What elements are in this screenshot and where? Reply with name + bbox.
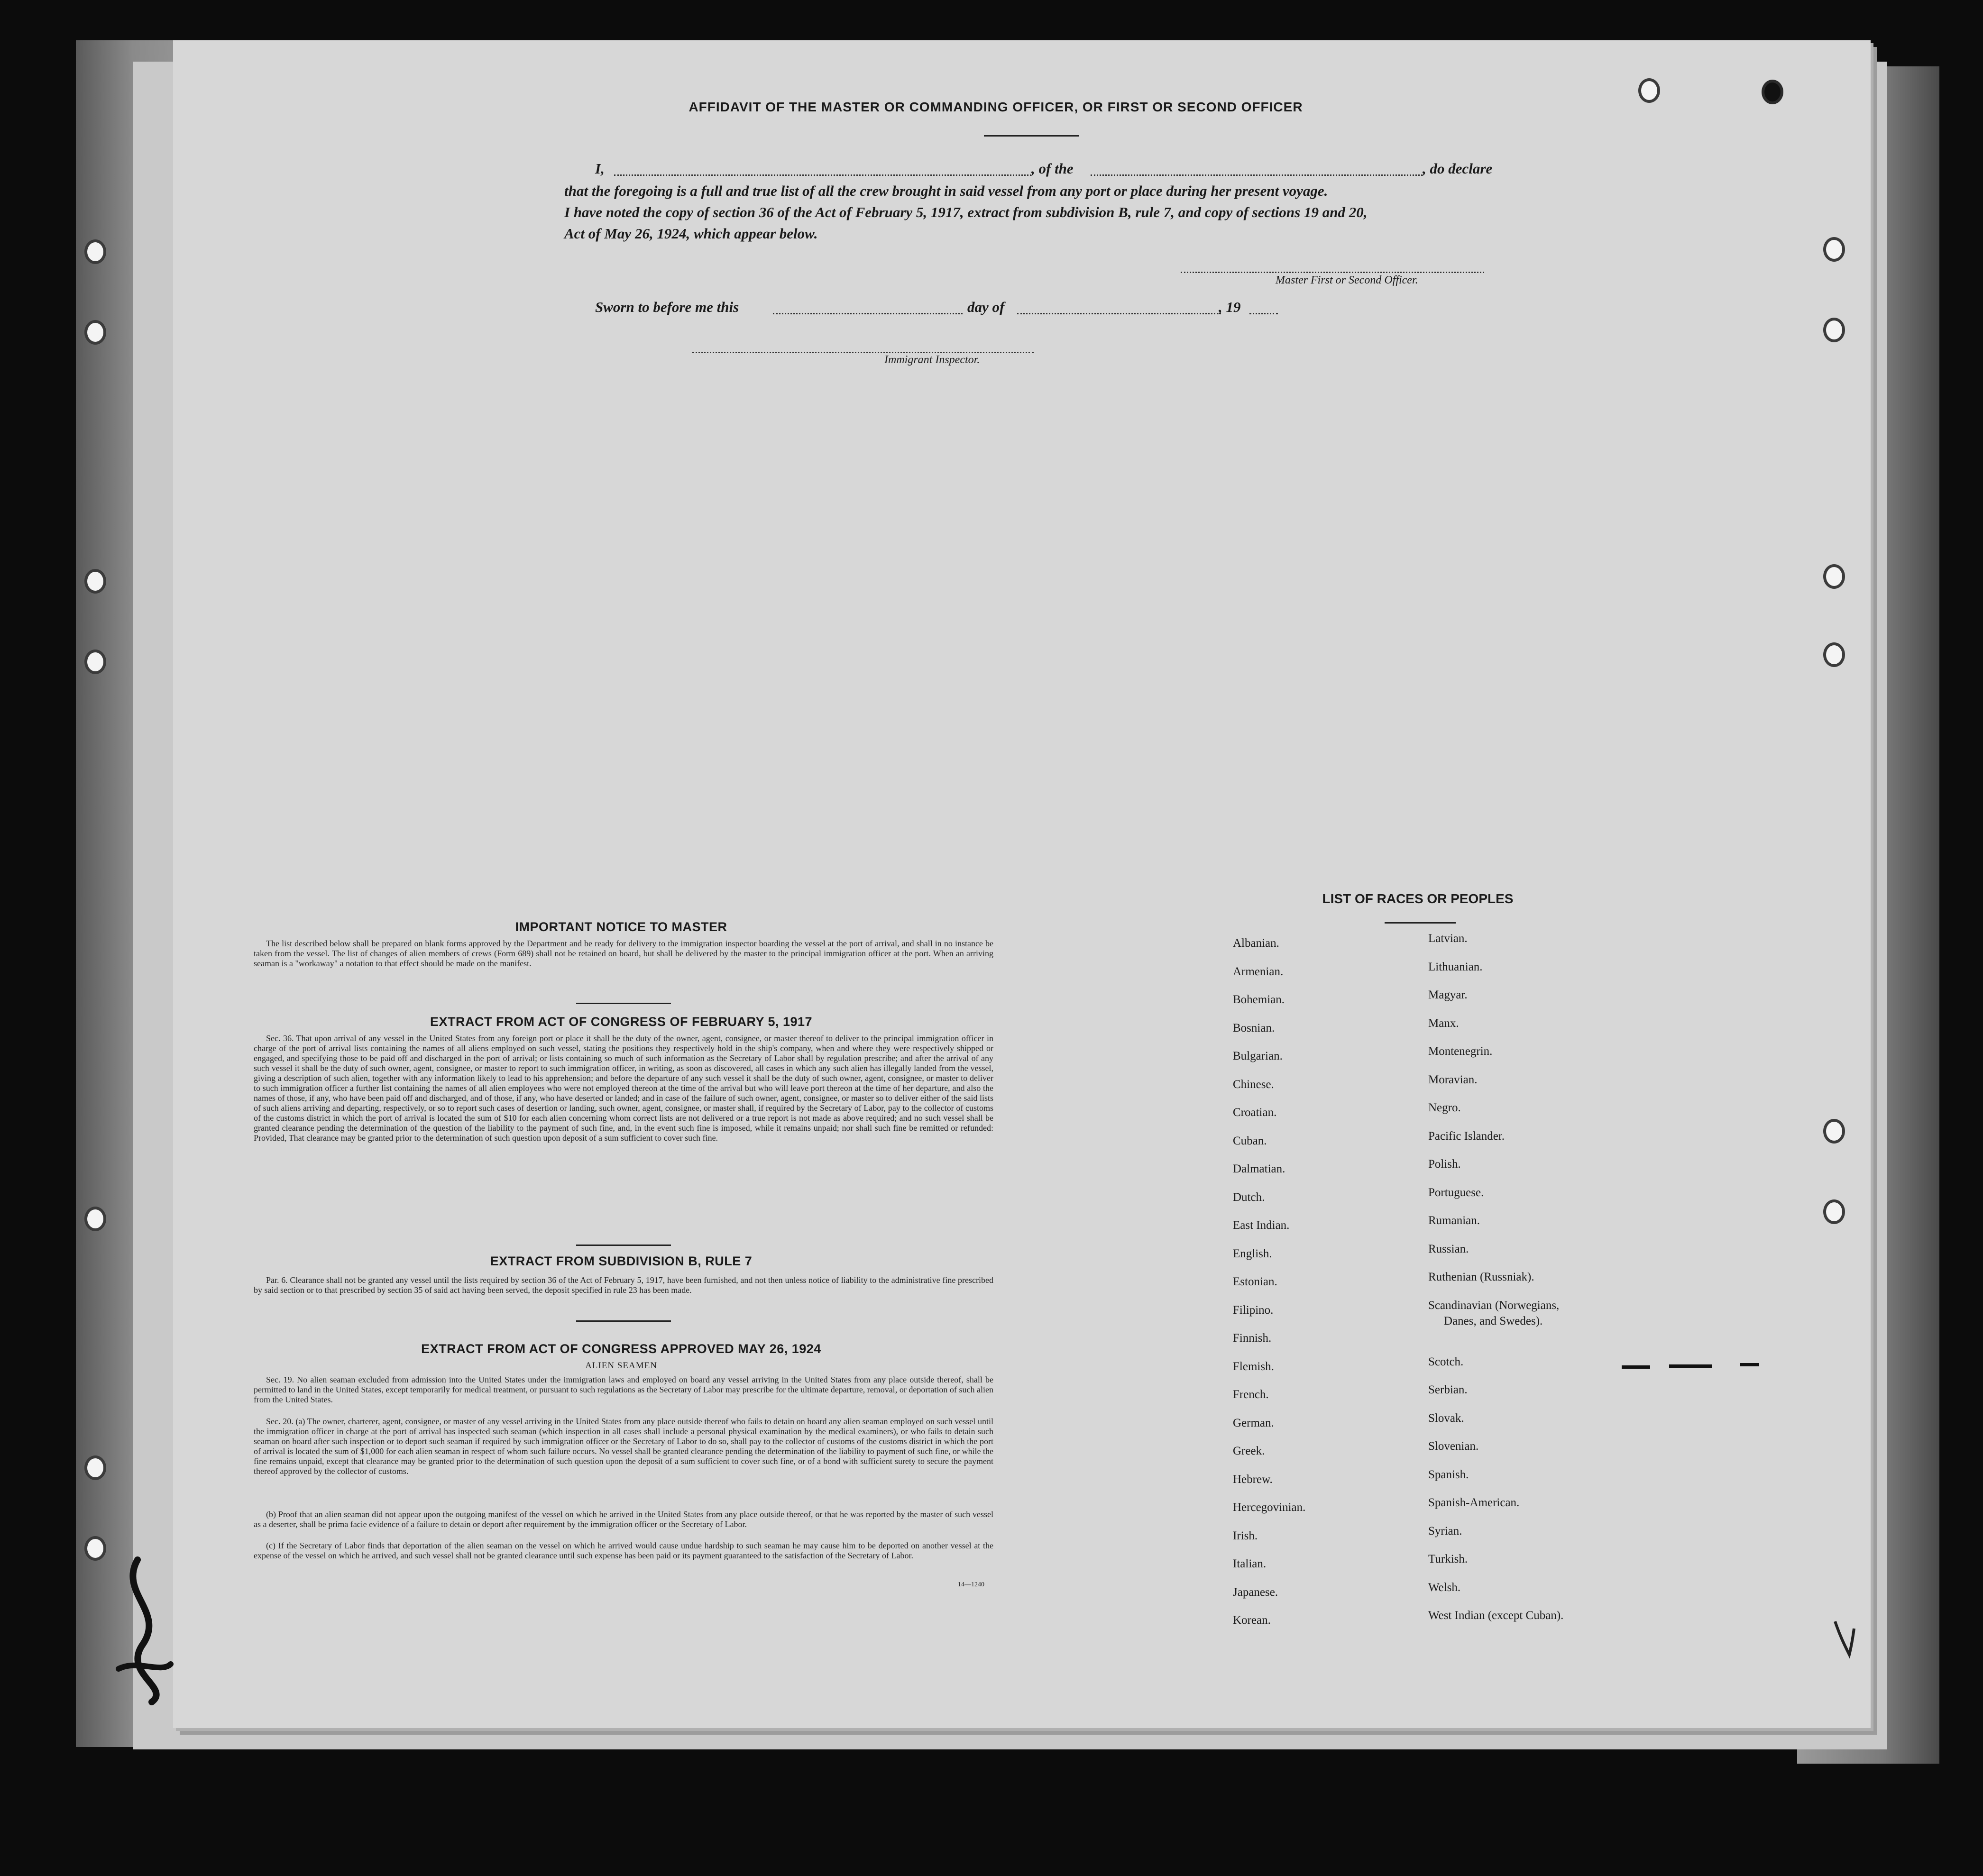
race-item: Finnish. [1233, 1332, 1272, 1345]
form-number: 14—1240 [958, 1581, 984, 1588]
race-item: Negro. [1428, 1101, 1461, 1114]
affidavit-of-the: , of the [1031, 160, 1074, 177]
act-1917-body: Sec. 36. That upon arrival of any vessel in the United States from any foreign port or place it shall be the duty of the owner, agent, consignee, or master thereof to deliver to the principal immigration officer in charge of the port of arrival lists containing the names of all aliens employed on such vessel, stating the positions they respectively hold in the ship's company, when and where they were respectively shipped or engaged, and specifying those to be paid off and discharged in the port of arrival; or lists containing so much of such information as the Secretary of Labor shall by regulation prescribe; and after the arrival of any such vessel it shall be the duty of such owner, agent, consignee, or master to report to such immigration officer, in writing, as soon as discovered, all cases in which any such alien has illegally landed from the vessel, giving a description of such alien, together with any information likely to lead to his apprehension; and before the departure of any such vessel it shall be the duty of such owner, agent, consignee, or master to deliver to such immigration officer a further list containing the names of all alien employees who were not employed thereon at the time of the arrival but who will leave port thereon at the time of her departure, and also the names of those, if any, who have been paid off and discharged, and of those, if any, who have deserted or landed; and in case of the failure of such owner, agent, consignee, or master so to deliver either of the said lists of such aliens arriving and departing, respectively, or so to report such cases of desertion or landing, such owner, agent, consignee, or master shall, if required by the Secretary of Labor, pay to the collector of customs of the customs district in which the port of arrival is located the sum of $10 for each alien concerning whom correct lists are not delivered or a true report is not made as above required; and no such vessel shall be granted clearance pending the determination of the question of the liability to the payment of such fine, and, in the event such fine is imposed, while it remains unpaid; nor shall such fine be remitted or refunded: Provided, That clearance may be granted prior to the determination of such question upon deposit of a sum sufficient to cover such fine. [254, 1034, 993, 1143]
affidavit-heading: AFFIDAVIT OF THE MASTER OR COMMANDING OFFICER, OR FIRST OR SECOND OFFICER [689, 100, 1303, 114]
punch-hole-icon [84, 650, 106, 674]
race-item: Scandinavian (Norwegians, [1428, 1299, 1560, 1312]
punch-hole-icon [1823, 1199, 1845, 1224]
inspector-signature-line [692, 352, 1034, 353]
race-item: Latvian. [1428, 932, 1468, 945]
section-20b-text: (b) Proof that an alien seaman did not appear upon the outgoing manifest of the vessel on which he arrived in the United States from any place outside thereof, or that he was reported by the master of such vessel as a deserter, shall be prima facie evidence of a failure to detain or deport after requirement by the immigration officer or the Secretary of Labor. [254, 1510, 993, 1529]
inspector-caption: Immigrant Inspector. [884, 354, 980, 366]
punch-hole-icon [1762, 80, 1783, 104]
section-19-text: Sec. 19. No alien seaman excluded from admission into the United States under the immigration laws and employed on board any vessel arriving in the United States from any place outside thereof, shall be permitted to land in the United States, except temporarily for medical treatment, or pursuant to such regulations as the Secretary of Labor may prescribe for the ultimate departure, removal, or deportation of such alien from the United States. [254, 1375, 993, 1404]
rule-7-heading: EXTRACT FROM SUBDIVISION B, RULE 7 [490, 1254, 753, 1268]
punch-hole-icon [84, 1455, 106, 1480]
punch-hole-icon [1823, 1119, 1845, 1144]
month-blank [1017, 313, 1221, 314]
race-item: Cuban. [1233, 1135, 1267, 1147]
heading-rule [984, 135, 1079, 137]
punch-hole-icon [1638, 78, 1660, 103]
race-item: Italian. [1233, 1557, 1267, 1570]
scan-mark [1669, 1364, 1712, 1368]
section-rule [576, 1003, 671, 1004]
race-item: Korean. [1233, 1614, 1271, 1627]
race-item: Bohemian. [1233, 993, 1285, 1006]
races-title: LIST OF RACES OR PEOPLES [1322, 891, 1514, 906]
affidavit-line-1: that the foregoing is a full and true list of all the crew brought in said vessel from any port or place during her present voyage. [564, 183, 1328, 199]
scan-mark [1740, 1363, 1759, 1366]
race-item: Montenegrin. [1428, 1045, 1493, 1058]
race-item: Japanese. [1233, 1586, 1278, 1599]
race-item: West Indian (except Cuban). [1428, 1609, 1564, 1622]
master-caption: Master First or Second Officer. [1276, 274, 1418, 286]
race-item: Spanish. [1428, 1468, 1469, 1481]
punch-hole-icon [1823, 642, 1845, 667]
race-item: Filipino. [1233, 1304, 1274, 1317]
year-label: , 19 [1219, 299, 1241, 315]
race-item: Rumanian. [1428, 1214, 1480, 1227]
race-item: Hebrew. [1233, 1473, 1273, 1486]
race-item: Lithuanian. [1428, 961, 1483, 973]
race-item: Hercegovinian. [1233, 1501, 1306, 1514]
affidavit-line-2: I have noted the copy of section 36 of the Act of February 5, 1917, extract from subdivision B, rule 7, and copy of sections 19 and 20, [564, 204, 1368, 220]
handwritten-mark-icon [109, 1555, 180, 1707]
race-item: Ruthenian (Russniak). [1428, 1271, 1534, 1283]
alien-seamen-subheading: ALIEN SEAMEN [585, 1361, 657, 1371]
race-item: Serbian. [1428, 1383, 1468, 1396]
sworn-label: Sworn to before me this [595, 299, 739, 315]
race-item: Bosnian. [1233, 1022, 1275, 1034]
punch-hole-icon [84, 569, 106, 594]
punch-hole-icon [84, 1207, 106, 1231]
race-item: Spanish-American. [1428, 1496, 1520, 1509]
race-item: Irish. [1233, 1529, 1258, 1542]
rule-7-body: Par. 6. Clearance shall not be granted any vessel until the lists required by section 36 of the Act of February 5, 1917, have been furnished, and not then unless notice of liability to the administrative fine prescribed by said section or to that prescribed by section 35 of said act having been served, the deposit specified in rule 23 has been made. [254, 1275, 993, 1295]
day-of-label: day of [967, 299, 1005, 315]
punch-hole-icon [1823, 564, 1845, 589]
race-item: Armenian. [1233, 965, 1284, 978]
race-item: Dalmatian. [1233, 1162, 1285, 1175]
punch-hole-icon [1823, 237, 1845, 262]
handwritten-tick-icon [1830, 1617, 1859, 1659]
race-item: Manx. [1428, 1017, 1459, 1030]
race-item: Turkish. [1428, 1553, 1468, 1565]
race-item: Scotch. [1428, 1355, 1464, 1368]
section-20c-text: (c) If the Secretary of Labor finds that deportation of the alien seaman on the vessel on which he arrived would cause undue hardship to such seaman he may cause him to be deported on another vessel at the expense of the vessel on which he arrived, and such vessel shall not be granted clearance until such expense has been paid or its payment guaranteed to the satisfaction of the Secretary of Labor. [254, 1541, 993, 1560]
section-rule [576, 1320, 671, 1322]
race-item: Chinese. [1233, 1078, 1274, 1091]
section-20a-text: Sec. 20. (a) The owner, charterer, agent, consignee, or master of any vessel arriving in the United States from any place outside thereof who fails to detain on board any alien seaman employed on such vessel until the immigration officer in charge at the port of arrival has inspected such seaman (which inspection in all cases shall include a personal physical examination by the medical examiners), or who fails to detain such seaman on board after such inspection or to deport such seaman if required by such immigration officer or the Secretary of Labor to do so, shall pay to the collector of customs of the customs district in which the port of arrival is located the sum of $1,000 for each alien seaman in respect of whom such failure occurs. No vessel shall be granted clearance pending the determination of the liability to payment of such fine, or while the fine remains unpaid, except that clearance may be granted prior to the determination of such question upon the deposit of a sum sufficient to cover such fine, or of a bond with sufficient surety to secure the payment thereof approved by the collector of customs. [254, 1417, 993, 1476]
race-item: Syrian. [1428, 1525, 1462, 1537]
race-item: English. [1233, 1247, 1272, 1260]
act-1924-heading: EXTRACT FROM ACT OF CONGRESS APPROVED MAY 26, 1924 [421, 1342, 821, 1356]
race-item: Albanian. [1233, 937, 1279, 950]
race-item: Portuguese. [1428, 1186, 1484, 1199]
section-rule [576, 1245, 671, 1246]
race-item: Estonian. [1233, 1275, 1277, 1288]
race-item: French. [1233, 1388, 1269, 1401]
race-item: Pacific Islander. [1428, 1130, 1505, 1143]
punch-hole-icon [1823, 318, 1845, 342]
race-item: Croatian. [1233, 1106, 1277, 1119]
affidavit-i-label: I, [595, 160, 605, 177]
race-item: Polish. [1428, 1158, 1461, 1171]
punch-hole-icon [84, 1536, 106, 1561]
race-item: Magyar. [1428, 988, 1468, 1001]
race-item: Flemish. [1233, 1360, 1274, 1373]
race-item: Greek. [1233, 1445, 1265, 1457]
race-item: Dutch. [1233, 1191, 1265, 1204]
punch-hole-icon [84, 239, 106, 264]
affidavit-do-declare: , do declare [1423, 160, 1493, 177]
year-blank [1249, 313, 1278, 314]
notice-heading: IMPORTANT NOTICE TO MASTER [515, 920, 727, 934]
name-blank [614, 174, 1031, 176]
race-item: East Indian. [1233, 1219, 1290, 1232]
punch-hole-icon [84, 320, 106, 345]
races-title-rule [1385, 922, 1456, 924]
scan-mark [1622, 1365, 1650, 1369]
race-item: Moravian. [1428, 1073, 1478, 1086]
race-item: Welsh. [1428, 1581, 1461, 1594]
master-signature-line [1181, 272, 1484, 273]
affidavit-line-3: Act of May 26, 1924, which appear below. [564, 225, 818, 242]
race-item: Bulgarian. [1233, 1050, 1283, 1062]
race-item: German. [1233, 1417, 1274, 1429]
race-item: Russian. [1428, 1243, 1469, 1255]
race-item: Slovenian. [1428, 1440, 1479, 1453]
sworn-day-blank [773, 313, 963, 314]
notice-body: The list described below shall be prepared on blank forms approved by the Department and be ready for delivery to the immigration inspector boarding the vessel at the port of arrival, and shall in no instance be taken from the vessel. The list of changes of alien members of crews (Form 689) shall not be retained on board, but shall be delivered by the master to the principal immigration officer at the port. When an arriving seaman is a "workaway" a notation to that effect should be made on the manifest. [254, 939, 993, 968]
race-item: Danes, and Swedes). [1444, 1315, 1543, 1327]
race-item: Slovak. [1428, 1412, 1464, 1425]
act-1917-heading: EXTRACT FROM ACT OF CONGRESS OF FEBRUARY 5, 1917 [430, 1015, 813, 1029]
vessel-blank [1091, 174, 1423, 176]
